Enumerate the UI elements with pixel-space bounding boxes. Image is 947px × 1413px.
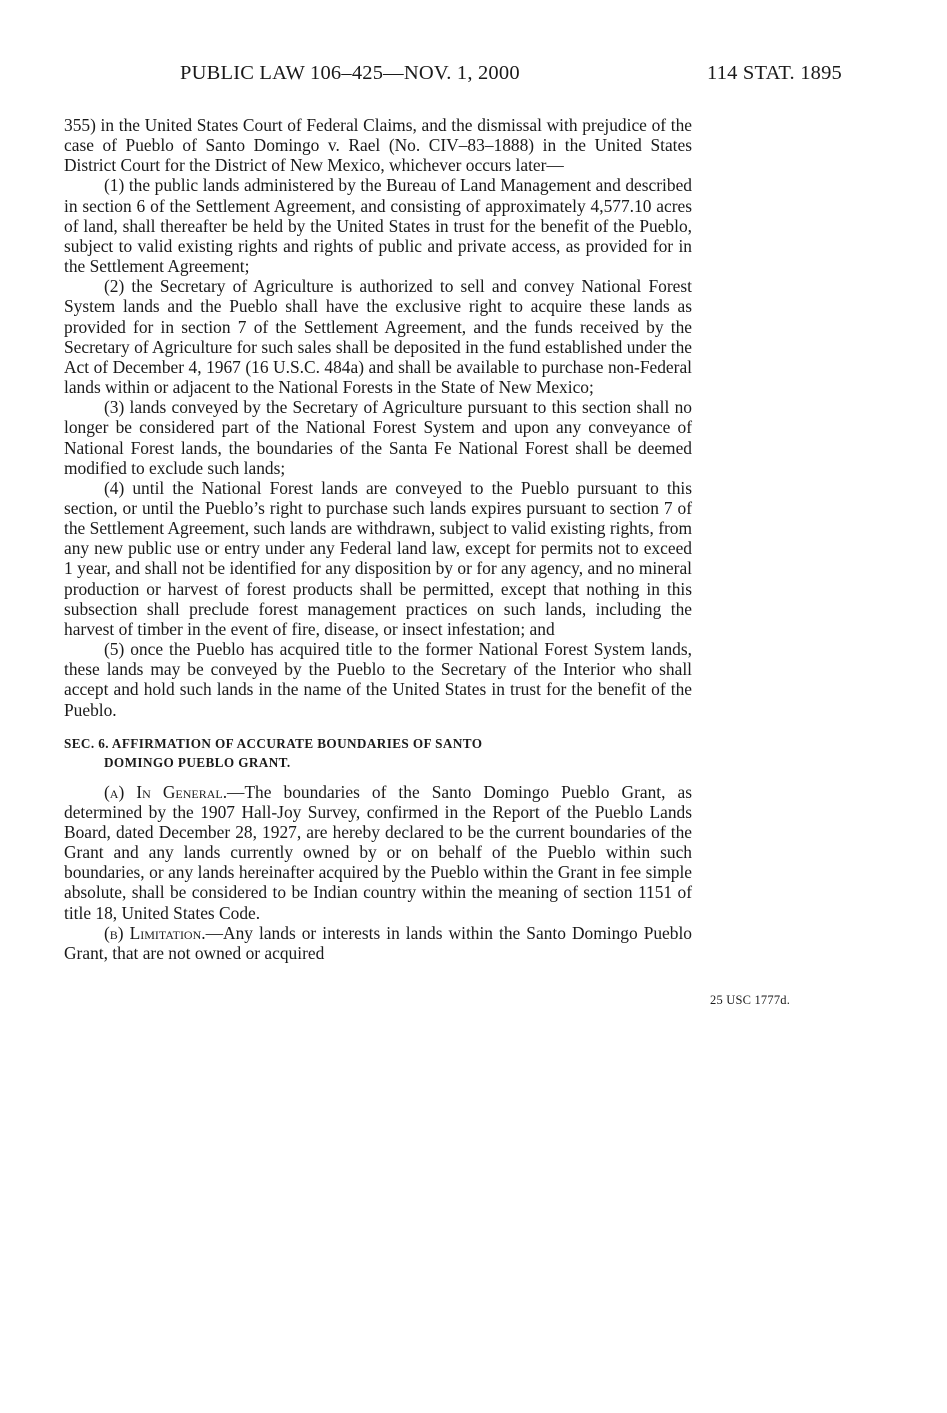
list-item: (3) lands conveyed by the Secretary of Agriculture pursuant to this section shall no longer be considered part of the National Forest System and upon any conveyance of National Forest lands, the boundaries of the Santa Fe National Forest shall be deemed modified to exclude such lands;: [64, 397, 692, 478]
subsection-a: [64, 782, 692, 923]
list-item: (2) the Secretary of Agriculture is authorized to sell and convey National Forest System lands and the Pueblo shall have the exclusive right to acquire these lands as provided for in section 7 of the Settlement Agreement, and the funds received by the Secretary of Agriculture for such sales shall be deposited in the fund established under the Act of December 4, 1967 (16 U.S.C. 484a) and shall be available to purchase non-Federal lands within or adjacent to the National Forests in the State of New Mexico;: [64, 276, 692, 398]
section-heading: [64, 734, 692, 772]
running-head: [64, 62, 842, 92]
subsection-b-text: —Any lands or interests in lands within the Santo Domingo Pueblo Grant, that are not owned or acquired: [64, 922, 692, 963]
body-text: [64, 115, 692, 963]
subsection-b-label: (b) Limitation.: [104, 922, 206, 943]
list-item: (5) once the Pueblo has acquired title to the former National Forest System lands, these lands may be conveyed by the Pueblo to the Secretary of the Interior who shall accept and hold such lands in the name of the United States in trust for the benefit of the Pueblo.: [64, 639, 692, 720]
subsection-b: [64, 923, 692, 963]
subsection-a-label: (a) In General.: [104, 781, 228, 802]
list-item: (4) until the National Forest lands are conveyed to the Pueblo pursuant to this section, or until the Pueblo’s right to purchase such lands expires pursuant to section 7 of the Settlement Agreement, such lands are withdrawn, subject to valid existing rights, from any new public use or entry under any Federal land law, except for permits not to exceed 1 year, and shall not be identified for any disposition by or for any agency, and no mineral production or harvest of forest products shall be permitted, except that nothing in this subsection shall preclude forest management practices on such lands, including the harvest of timber in the event of fire, disease, or insect infestation; and: [64, 477, 692, 639]
opening-paragraph: 355) in the United States Court of Federal Claims, and the dismissal with prejudice of the case of Pueblo of Santo Domingo v. Rael (No. CIV–83–1888) in the United States District Court for the District of New Mexico, whichever occurs later—: [64, 115, 692, 176]
margin-note: 25 USC 1777d.: [710, 993, 791, 1007]
running-head-title: PUBLIC LAW 106–425—NOV. 1, 2000: [180, 62, 520, 84]
subsection-a-text: —The boundaries of the Santo Domingo Pueblo Grant, as determined by the 1907 Hall-Joy Survey, confirmed in the Report of the Pueblo Lands Board, dated December 28, 1927, are hereby declared to be the current boundaries of the Grant and any lands currently owned by or on behalf of the Pueblo within such boundaries, or any lands hereinafter acquired by the Pueblo within the Grant in fee simple absolute, shall be considered to be Indian country within the meaning of section 1151 of title 18, United States Code.: [64, 781, 692, 923]
statute-citation: 114 STAT. 1895: [707, 62, 842, 84]
section-heading-line1: SEC. 6. AFFIRMATION OF ACCURATE BOUNDARIES OF SANTO: [64, 735, 483, 751]
list-item: (1) the public lands administered by the Bureau of Land Management and described in section 6 of the Settlement Agreement, and consisting of approximately 4,577.10 acres of land, shall thereafter be held by the United States in trust for the benefit of the Pueblo, subject to valid existing rights and rights of public and private access, as provided for in the Settlement Agreement;: [64, 175, 692, 277]
section-heading-line2: DOMINGO PUEBLO GRANT.: [104, 754, 291, 770]
